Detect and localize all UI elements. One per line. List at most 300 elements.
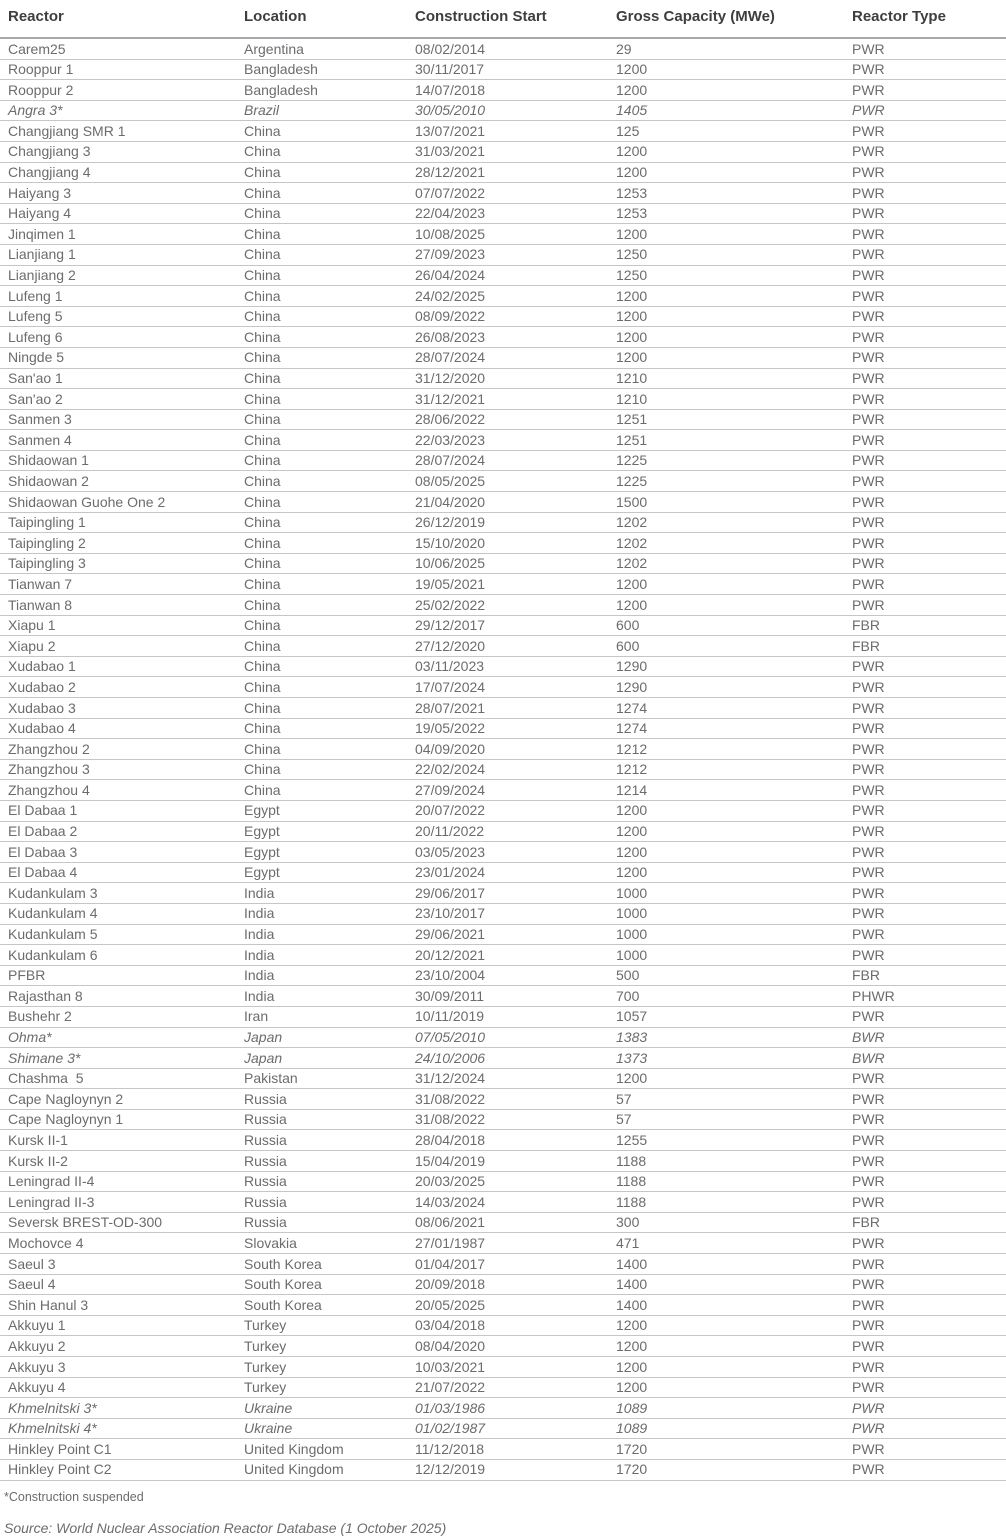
cell-type: PWR xyxy=(844,1315,1006,1336)
table-row xyxy=(0,595,1006,616)
cell-location: Ukraine xyxy=(236,1398,407,1419)
cell-location: Egypt xyxy=(236,842,407,863)
table-row xyxy=(0,842,1006,863)
cell-capacity: 1250 xyxy=(608,265,844,286)
cell-reactor: Rajasthan 8 xyxy=(0,986,236,1007)
table-row xyxy=(0,883,1006,904)
cell-reactor: Zhangzhou 3 xyxy=(0,759,236,780)
cell-start: 20/05/2025 xyxy=(407,1295,608,1316)
cell-capacity: 57 xyxy=(608,1089,844,1110)
cell-reactor: Lufeng 5 xyxy=(0,306,236,327)
cell-location: China xyxy=(236,656,407,677)
cell-start: 11/12/2018 xyxy=(407,1439,608,1460)
cell-start: 20/11/2022 xyxy=(407,821,608,842)
cell-type: PWR xyxy=(844,1233,1006,1254)
cell-location: China xyxy=(236,698,407,719)
table-row xyxy=(0,430,1006,451)
cell-capacity: 1202 xyxy=(608,553,844,574)
cell-capacity: 1251 xyxy=(608,409,844,430)
cell-start: 20/07/2022 xyxy=(407,800,608,821)
cell-reactor: Lufeng 6 xyxy=(0,327,236,348)
cell-type: BWR xyxy=(844,1027,1006,1048)
cell-type: PWR xyxy=(844,286,1006,307)
table-row xyxy=(0,141,1006,162)
cell-type: PWR xyxy=(844,883,1006,904)
cell-capacity: 1200 xyxy=(608,842,844,863)
cell-capacity: 1253 xyxy=(608,203,844,224)
cell-capacity: 1200 xyxy=(608,80,844,101)
cell-reactor: Xudabao 2 xyxy=(0,677,236,698)
cell-start: 10/11/2019 xyxy=(407,1006,608,1027)
cell-reactor: Kudankulam 6 xyxy=(0,945,236,966)
cell-capacity: 1373 xyxy=(608,1048,844,1069)
cell-start: 10/03/2021 xyxy=(407,1357,608,1378)
cell-location: United Kingdom xyxy=(236,1459,407,1480)
cell-start: 27/09/2023 xyxy=(407,244,608,265)
table-row xyxy=(0,471,1006,492)
table-row xyxy=(0,450,1006,471)
cell-reactor: Xudabao 4 xyxy=(0,718,236,739)
cell-type: PWR xyxy=(844,1254,1006,1275)
cell-start: 23/01/2024 xyxy=(407,862,608,883)
table-row xyxy=(0,636,1006,657)
cell-type: PWR xyxy=(844,533,1006,554)
cell-start: 07/05/2010 xyxy=(407,1027,608,1048)
column-header-location: Location xyxy=(236,0,407,38)
cell-type: PWR xyxy=(844,306,1006,327)
cell-location: Russia xyxy=(236,1171,407,1192)
cell-start: 20/09/2018 xyxy=(407,1274,608,1295)
table-row xyxy=(0,492,1006,513)
cell-start: 28/07/2024 xyxy=(407,450,608,471)
cell-start: 31/03/2021 xyxy=(407,141,608,162)
cell-type: FBR xyxy=(844,636,1006,657)
cell-capacity: 1290 xyxy=(608,677,844,698)
cell-reactor: El Dabaa 4 xyxy=(0,862,236,883)
table-row xyxy=(0,162,1006,183)
cell-capacity: 1383 xyxy=(608,1027,844,1048)
cell-start: 27/12/2020 xyxy=(407,636,608,657)
cell-capacity: 1251 xyxy=(608,430,844,451)
cell-capacity: 600 xyxy=(608,615,844,636)
cell-capacity: 1188 xyxy=(608,1151,844,1172)
cell-type: PWR xyxy=(844,1192,1006,1213)
cell-location: China xyxy=(236,265,407,286)
cell-type: PWR xyxy=(844,389,1006,410)
cell-reactor: Akkuyu 4 xyxy=(0,1377,236,1398)
cell-start: 29/06/2021 xyxy=(407,924,608,945)
cell-reactor: Tianwan 8 xyxy=(0,595,236,616)
cell-reactor: Kursk II-1 xyxy=(0,1130,236,1151)
table-row xyxy=(0,327,1006,348)
cell-start: 23/10/2017 xyxy=(407,903,608,924)
cell-location: Turkey xyxy=(236,1377,407,1398)
cell-reactor: Cape Nagloynyn 2 xyxy=(0,1089,236,1110)
cell-capacity: 1188 xyxy=(608,1192,844,1213)
cell-start: 20/03/2025 xyxy=(407,1171,608,1192)
cell-type: PWR xyxy=(844,574,1006,595)
cell-capacity: 1188 xyxy=(608,1171,844,1192)
cell-capacity: 471 xyxy=(608,1233,844,1254)
cell-type: PWR xyxy=(844,1459,1006,1480)
footnote: *Construction suspended xyxy=(4,1489,144,1504)
cell-start: 31/08/2022 xyxy=(407,1089,608,1110)
cell-capacity: 1200 xyxy=(608,286,844,307)
cell-location: India xyxy=(236,903,407,924)
column-header-reactor-type: Reactor Type xyxy=(844,0,1006,38)
cell-location: Ukraine xyxy=(236,1418,407,1439)
cell-location: India xyxy=(236,924,407,945)
table-row xyxy=(0,224,1006,245)
cell-location: Japan xyxy=(236,1027,407,1048)
table-row xyxy=(0,739,1006,760)
cell-start: 28/04/2018 xyxy=(407,1130,608,1151)
cell-start: 03/04/2018 xyxy=(407,1315,608,1336)
cell-location: Egypt xyxy=(236,800,407,821)
cell-location: Argentina xyxy=(236,38,407,59)
cell-capacity: 1200 xyxy=(608,59,844,80)
cell-reactor: Rooppur 1 xyxy=(0,59,236,80)
cell-reactor: Xudabao 3 xyxy=(0,698,236,719)
cell-type: PWR xyxy=(844,1377,1006,1398)
cell-reactor: Saeul 4 xyxy=(0,1274,236,1295)
cell-reactor: Akkuyu 3 xyxy=(0,1357,236,1378)
cell-reactor: Changjiang 4 xyxy=(0,162,236,183)
cell-capacity: 1200 xyxy=(608,141,844,162)
cell-capacity: 57 xyxy=(608,1109,844,1130)
cell-capacity: 1200 xyxy=(608,1068,844,1089)
table-row xyxy=(0,1274,1006,1295)
cell-type: PWR xyxy=(844,121,1006,142)
cell-type: PWR xyxy=(844,471,1006,492)
table-row xyxy=(0,574,1006,595)
cell-type: PWR xyxy=(844,1130,1006,1151)
cell-type: PWR xyxy=(844,347,1006,368)
cell-type: PWR xyxy=(844,1439,1006,1460)
cell-type: PWR xyxy=(844,842,1006,863)
cell-capacity: 1000 xyxy=(608,883,844,904)
cell-capacity: 1405 xyxy=(608,100,844,121)
cell-type: PWR xyxy=(844,1006,1006,1027)
cell-start: 08/06/2021 xyxy=(407,1212,608,1233)
cell-capacity: 1400 xyxy=(608,1274,844,1295)
cell-start: 12/12/2019 xyxy=(407,1459,608,1480)
cell-type: PWR xyxy=(844,1089,1006,1110)
cell-start: 04/09/2020 xyxy=(407,739,608,760)
cell-location: China xyxy=(236,203,407,224)
cell-type: PWR xyxy=(844,739,1006,760)
cell-type: PWR xyxy=(844,759,1006,780)
cell-type: PWR xyxy=(844,780,1006,801)
cell-reactor: Ningde 5 xyxy=(0,347,236,368)
cell-capacity: 1200 xyxy=(608,1336,844,1357)
cell-start: 31/12/2021 xyxy=(407,389,608,410)
cell-location: China xyxy=(236,450,407,471)
cell-location: Japan xyxy=(236,1048,407,1069)
cell-start: 08/09/2022 xyxy=(407,306,608,327)
cell-type: PWR xyxy=(844,1357,1006,1378)
cell-start: 30/09/2011 xyxy=(407,986,608,1007)
table-row xyxy=(0,1027,1006,1048)
table-row xyxy=(0,1233,1006,1254)
cell-location: China xyxy=(236,224,407,245)
cell-reactor: Rooppur 2 xyxy=(0,80,236,101)
cell-location: China xyxy=(236,512,407,533)
cell-capacity: 500 xyxy=(608,965,844,986)
cell-reactor: Taipingling 2 xyxy=(0,533,236,554)
cell-type: PWR xyxy=(844,492,1006,513)
cell-location: China xyxy=(236,368,407,389)
cell-reactor: Kudankulam 3 xyxy=(0,883,236,904)
cell-capacity: 1720 xyxy=(608,1459,844,1480)
cell-type: PWR xyxy=(844,1151,1006,1172)
cell-type: FBR xyxy=(844,965,1006,986)
cell-type: PWR xyxy=(844,698,1006,719)
cell-location: China xyxy=(236,471,407,492)
cell-capacity: 1200 xyxy=(608,162,844,183)
cell-type: PWR xyxy=(844,80,1006,101)
cell-reactor: Chashma 5 xyxy=(0,1068,236,1089)
cell-capacity: 1214 xyxy=(608,780,844,801)
cell-start: 22/04/2023 xyxy=(407,203,608,224)
cell-start: 17/07/2024 xyxy=(407,677,608,698)
cell-start: 15/04/2019 xyxy=(407,1151,608,1172)
cell-start: 07/07/2022 xyxy=(407,183,608,204)
cell-start: 24/10/2006 xyxy=(407,1048,608,1069)
cell-type: PWR xyxy=(844,203,1006,224)
cell-location: China xyxy=(236,327,407,348)
table-row xyxy=(0,718,1006,739)
cell-reactor: Angra 3* xyxy=(0,100,236,121)
cell-capacity: 1200 xyxy=(608,327,844,348)
cell-capacity: 1210 xyxy=(608,368,844,389)
cell-type: PWR xyxy=(844,800,1006,821)
cell-capacity: 1000 xyxy=(608,924,844,945)
cell-start: 08/02/2014 xyxy=(407,38,608,59)
cell-reactor: Leningrad II-4 xyxy=(0,1171,236,1192)
table-row xyxy=(0,80,1006,101)
table-row xyxy=(0,1171,1006,1192)
table-row xyxy=(0,265,1006,286)
cell-start: 28/12/2021 xyxy=(407,162,608,183)
cell-reactor: Ohma* xyxy=(0,1027,236,1048)
cell-type: PWR xyxy=(844,368,1006,389)
cell-location: India xyxy=(236,883,407,904)
cell-start: 19/05/2021 xyxy=(407,574,608,595)
cell-start: 08/05/2025 xyxy=(407,471,608,492)
cell-capacity: 1200 xyxy=(608,574,844,595)
cell-location: China xyxy=(236,677,407,698)
cell-location: Russia xyxy=(236,1212,407,1233)
cell-start: 26/08/2023 xyxy=(407,327,608,348)
cell-reactor: Xiapu 1 xyxy=(0,615,236,636)
cell-type: PWR xyxy=(844,59,1006,80)
table-row xyxy=(0,945,1006,966)
cell-location: China xyxy=(236,430,407,451)
table-row xyxy=(0,389,1006,410)
cell-location: Turkey xyxy=(236,1336,407,1357)
table-row xyxy=(0,656,1006,677)
cell-type: PWR xyxy=(844,244,1006,265)
column-header-construction-start: Construction Start xyxy=(407,0,608,38)
cell-reactor: Cape Nagloynyn 1 xyxy=(0,1109,236,1130)
source-note: Source: World Nuclear Association Reactor Database (1 October 2025) xyxy=(4,1519,447,1536)
cell-location: India xyxy=(236,965,407,986)
cell-capacity: 1250 xyxy=(608,244,844,265)
table-row xyxy=(0,409,1006,430)
cell-start: 29/12/2017 xyxy=(407,615,608,636)
cell-capacity: 1200 xyxy=(608,347,844,368)
cell-capacity: 1200 xyxy=(608,800,844,821)
table-row xyxy=(0,1151,1006,1172)
cell-location: Egypt xyxy=(236,862,407,883)
cell-start: 30/05/2010 xyxy=(407,100,608,121)
reactor-table-body xyxy=(0,38,1006,1480)
cell-reactor: Bushehr 2 xyxy=(0,1006,236,1027)
cell-reactor: Kursk II-2 xyxy=(0,1151,236,1172)
table-row xyxy=(0,286,1006,307)
cell-type: BWR xyxy=(844,1048,1006,1069)
cell-start: 26/04/2024 xyxy=(407,265,608,286)
cell-capacity: 1200 xyxy=(608,1377,844,1398)
cell-start: 10/08/2025 xyxy=(407,224,608,245)
table-row xyxy=(0,100,1006,121)
cell-reactor: El Dabaa 1 xyxy=(0,800,236,821)
cell-reactor: Lianjiang 1 xyxy=(0,244,236,265)
table-row xyxy=(0,1089,1006,1110)
table-row xyxy=(0,1377,1006,1398)
cell-reactor: Taipingling 3 xyxy=(0,553,236,574)
cell-reactor: Sanmen 4 xyxy=(0,430,236,451)
cell-location: Turkey xyxy=(236,1357,407,1378)
cell-location: Russia xyxy=(236,1151,407,1172)
cell-location: China xyxy=(236,636,407,657)
table-row xyxy=(0,759,1006,780)
cell-capacity: 1089 xyxy=(608,1418,844,1439)
cell-location: Russia xyxy=(236,1130,407,1151)
cell-location: India xyxy=(236,986,407,1007)
cell-start: 31/12/2024 xyxy=(407,1068,608,1089)
table-row xyxy=(0,698,1006,719)
table-row xyxy=(0,1418,1006,1439)
cell-location: China xyxy=(236,286,407,307)
cell-reactor: Shidaowan Guohe One 2 xyxy=(0,492,236,513)
cell-capacity: 1255 xyxy=(608,1130,844,1151)
cell-type: PWR xyxy=(844,1398,1006,1419)
table-header xyxy=(0,0,1006,38)
cell-start: 21/07/2022 xyxy=(407,1377,608,1398)
cell-capacity: 1200 xyxy=(608,862,844,883)
table-row xyxy=(0,1459,1006,1480)
cell-capacity: 1200 xyxy=(608,821,844,842)
cell-reactor: Hinkley Point C2 xyxy=(0,1459,236,1480)
cell-reactor: Seversk BREST-OD-300 xyxy=(0,1212,236,1233)
cell-capacity: 1212 xyxy=(608,759,844,780)
cell-type: PWR xyxy=(844,1171,1006,1192)
cell-start: 21/04/2020 xyxy=(407,492,608,513)
cell-location: India xyxy=(236,945,407,966)
cell-start: 20/12/2021 xyxy=(407,945,608,966)
table-row xyxy=(0,203,1006,224)
cell-type: PWR xyxy=(844,183,1006,204)
cell-location: Turkey xyxy=(236,1315,407,1336)
cell-reactor: Changjiang 3 xyxy=(0,141,236,162)
table-row xyxy=(0,780,1006,801)
cell-start: 31/08/2022 xyxy=(407,1109,608,1130)
table-row xyxy=(0,1439,1006,1460)
table-row xyxy=(0,965,1006,986)
cell-capacity: 1089 xyxy=(608,1398,844,1419)
cell-type: PWR xyxy=(844,903,1006,924)
cell-type: PWR xyxy=(844,677,1006,698)
cell-capacity: 1057 xyxy=(608,1006,844,1027)
cell-type: PWR xyxy=(844,512,1006,533)
cell-type: PWR xyxy=(844,595,1006,616)
cell-capacity: 1200 xyxy=(608,595,844,616)
header-row xyxy=(0,0,1006,38)
cell-location: Brazil xyxy=(236,100,407,121)
cell-capacity: 125 xyxy=(608,121,844,142)
cell-capacity: 1200 xyxy=(608,1357,844,1378)
cell-reactor: San'ao 2 xyxy=(0,389,236,410)
cell-start: 10/06/2025 xyxy=(407,553,608,574)
cell-type: PWR xyxy=(844,450,1006,471)
cell-start: 29/06/2017 xyxy=(407,883,608,904)
cell-reactor: Shidaowan 2 xyxy=(0,471,236,492)
table-row xyxy=(0,347,1006,368)
cell-location: Iran xyxy=(236,1006,407,1027)
cell-start: 23/10/2004 xyxy=(407,965,608,986)
cell-reactor: El Dabaa 3 xyxy=(0,842,236,863)
cell-location: China xyxy=(236,615,407,636)
cell-location: China xyxy=(236,306,407,327)
cell-reactor: Jinqimen 1 xyxy=(0,224,236,245)
cell-reactor: Hinkley Point C1 xyxy=(0,1439,236,1460)
table-row xyxy=(0,1295,1006,1316)
cell-capacity: 1210 xyxy=(608,389,844,410)
table-row xyxy=(0,1130,1006,1151)
cell-reactor: Haiyang 3 xyxy=(0,183,236,204)
cell-location: China xyxy=(236,409,407,430)
cell-start: 14/03/2024 xyxy=(407,1192,608,1213)
cell-start: 14/07/2018 xyxy=(407,80,608,101)
cell-location: United Kingdom xyxy=(236,1439,407,1460)
cell-location: Russia xyxy=(236,1109,407,1130)
table-row xyxy=(0,1315,1006,1336)
cell-capacity: 600 xyxy=(608,636,844,657)
cell-capacity: 1400 xyxy=(608,1295,844,1316)
cell-capacity: 1500 xyxy=(608,492,844,513)
cell-location: Russia xyxy=(236,1192,407,1213)
cell-start: 27/09/2024 xyxy=(407,780,608,801)
cell-reactor: Kudankulam 4 xyxy=(0,903,236,924)
cell-location: Pakistan xyxy=(236,1068,407,1089)
cell-reactor: PFBR xyxy=(0,965,236,986)
cell-location: China xyxy=(236,389,407,410)
cell-type: PWR xyxy=(844,553,1006,574)
cell-reactor: Haiyang 4 xyxy=(0,203,236,224)
cell-type: PWR xyxy=(844,1336,1006,1357)
cell-location: China xyxy=(236,759,407,780)
cell-type: PWR xyxy=(844,1109,1006,1130)
column-header-reactor: Reactor xyxy=(0,0,236,38)
cell-location: Bangladesh xyxy=(236,80,407,101)
cell-capacity: 1400 xyxy=(608,1254,844,1275)
cell-location: China xyxy=(236,553,407,574)
cell-capacity: 1253 xyxy=(608,183,844,204)
cell-type: PWR xyxy=(844,945,1006,966)
cell-location: South Korea xyxy=(236,1274,407,1295)
